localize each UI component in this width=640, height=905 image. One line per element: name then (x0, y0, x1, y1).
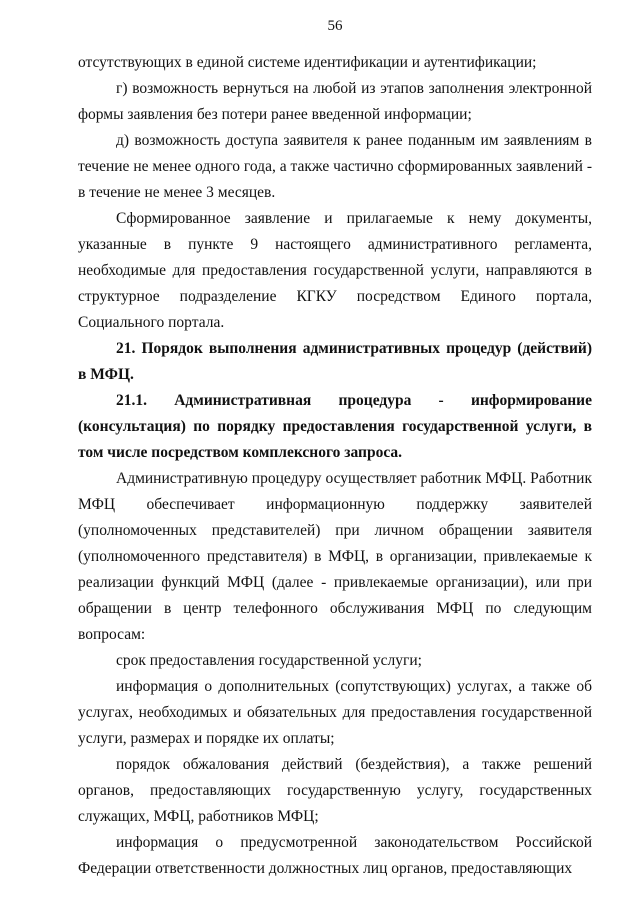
section-heading-21-1: 21.1. Административная процедура - информирование (консультация) по порядку предоставления государственной услуги, в том числе посредством комплексного запроса. (78, 392, 592, 461)
paragraph-procedure: Административную процедуру осуществляет работник МФЦ. Работник МФЦ обеспечивает информационную поддержку заявителей (уполномоченных представителей) при личном обращении заявителя (уполномоченного представителя) в МФЦ, в организации, привлекаемые к реализации функций МФЦ (далее - привлекаемые организации), или при обращении в центр телефонного обслуживания МФЦ по следующим вопросам: (78, 470, 592, 643)
section-heading-21: 21. Порядок выполнения административных процедур (действий) в МФЦ. (78, 340, 592, 383)
document-body (78, 50, 592, 882)
list-item-g: г) возможность вернуться на любой из этапов заполнения электронной формы заявления без потери ранее введенной информации; (78, 80, 592, 123)
list-item-d: д) возможность доступа заявителя к ранее поданным им заявлениям в течение не менее одного года, а также частично сформированных заявлений - в течение не менее 3 месяцев. (78, 132, 592, 201)
list-item-responsibility: информация о предусмотренной законодательством Российской Федерации ответственности должностных лиц органов, предоставляющих (78, 834, 592, 877)
list-item-term: срок предоставления государственной услуги; (116, 652, 422, 669)
paragraph-submission: Сформированное заявление и прилагаемые к нему документы, указанные в пункте 9 настоящего административного регламента, необходимые для предоставления государственной услуги, направляются в структурное подразделение КГКУ посредством Единого портала, Социального портала. (78, 210, 592, 331)
list-item-additional-services: информация о дополнительных (сопутствующих) услугах, а также об услугах, необходимых и обязательных для предоставления государственной услуги, размерах и порядке их оплаты; (78, 678, 592, 747)
paragraph-continuation: отсутствующих в единой системе идентификации и аутентификации; (78, 54, 537, 71)
list-item-appeal: порядок обжалования действий (бездействия), а также решений органов, предоставляющих государственную услугу, государственных служащих, МФЦ, работников МФЦ; (78, 756, 592, 825)
page-number: 56 (327, 18, 343, 34)
